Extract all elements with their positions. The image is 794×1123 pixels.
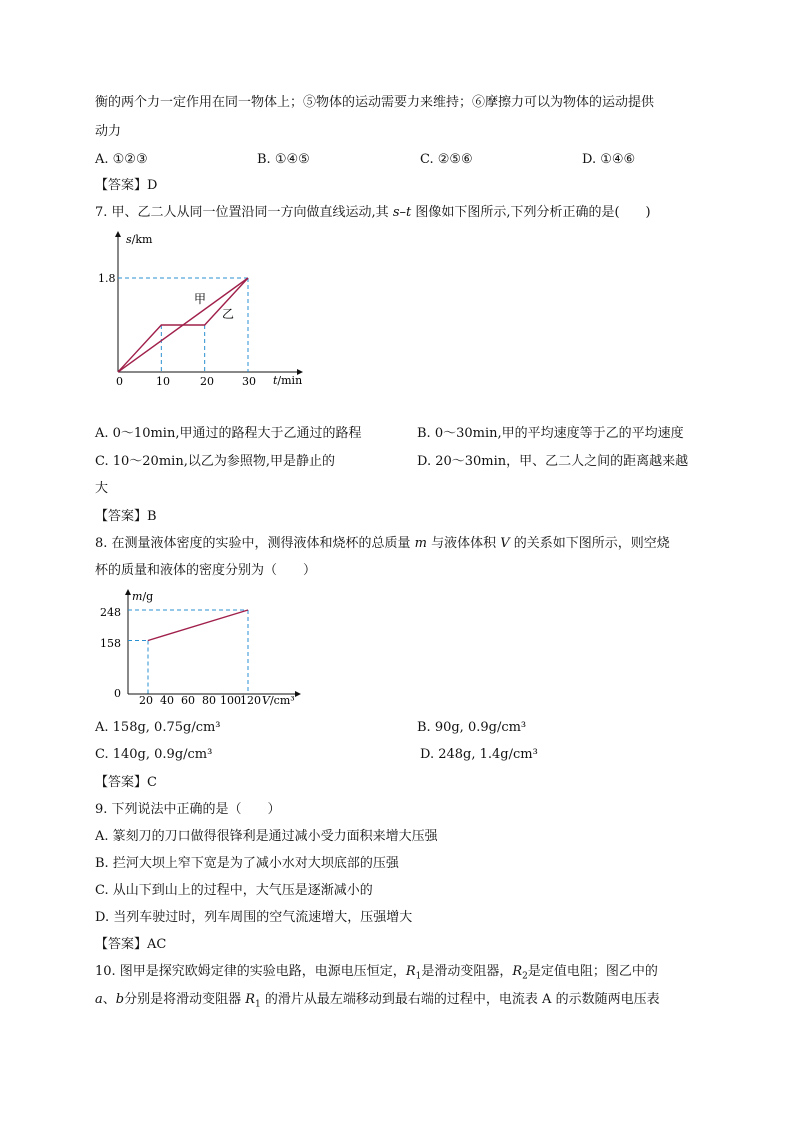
q7-series-yi bbox=[118, 278, 248, 372]
q8-x-axis-label: V/cm³ bbox=[262, 694, 295, 707]
q7-y-axis-label: s/km bbox=[126, 233, 153, 246]
q7-st-chart bbox=[90, 228, 320, 388]
q6-option-c: C. ②⑤⑥ bbox=[420, 152, 473, 167]
q10-text-b: 是滑动变阻器， bbox=[421, 964, 513, 979]
q7-x-tick-0: 0 bbox=[116, 375, 123, 388]
q8-y-tick-0: 0 bbox=[114, 687, 121, 700]
q7-x-tick-10: 10 bbox=[156, 375, 170, 388]
q8-y-tick-248: 248 bbox=[100, 606, 121, 619]
q6-answer: 【答案】D bbox=[95, 178, 158, 193]
q9-stem: 9. 下列说法中正确的是（ ） bbox=[95, 802, 281, 817]
q7-answer: 【答案】B bbox=[95, 509, 157, 524]
q10-r2-sub: 2 bbox=[522, 971, 528, 982]
q10-r1-again: R bbox=[245, 992, 256, 1007]
q7-option-a: A. 0～10min,甲通过的路程大于乙通过的路程 bbox=[95, 426, 362, 441]
q6-text-line-1: 衡的两个力一定作用在同一物体上；⑤物体的运动需要力来维持；⑥摩擦力可以为物体的运动提供 bbox=[95, 95, 655, 110]
q8-y-axis-label: m/g bbox=[132, 590, 154, 603]
q9-option-a: A. 篆刻刀的刀口做得很锋利是通过减小受力面积来增大压强 bbox=[95, 829, 438, 844]
q10-text-d: 分别是将滑动变阻器 bbox=[124, 992, 246, 1007]
q10-r1-sub: 1 bbox=[415, 971, 422, 982]
q8-series-line bbox=[148, 610, 248, 640]
q8-stem-part-c: 的关系如下图所示，则空烧 bbox=[509, 536, 670, 551]
q6-text-line-2: 动力 bbox=[95, 124, 122, 139]
q9-option-b: B. 拦河大坝上窄下宽是为了减小水对大坝底部的压强 bbox=[95, 856, 399, 871]
q10-text-c: 是定值电阻；图乙中的 bbox=[527, 964, 658, 979]
q8-x-tick-60: 60 bbox=[181, 694, 195, 707]
q10-r1-again-sub: 1 bbox=[255, 999, 261, 1010]
q8-answer: 【答案】C bbox=[95, 775, 157, 790]
q8-stem-part-b: 与液体体积 bbox=[427, 536, 501, 551]
q7-option-d: D. 20～30min，甲、乙二人之间的距离越来越 bbox=[417, 454, 689, 469]
q8-option-d: D. 248g, 1.4g/cm³ bbox=[420, 747, 538, 762]
q7-stem-part-a: 7. 甲、乙二人从同一位置沿同一方向做直线运动,其 bbox=[95, 205, 393, 220]
q8-stem-part-a: 8. 在测量液体密度的实验中，测得液体和烧杯的总质量 bbox=[95, 536, 415, 551]
q10-stem-line-2 bbox=[95, 990, 660, 1015]
q10-r1: R bbox=[405, 964, 416, 979]
q8-var-v: V bbox=[500, 536, 510, 551]
q7-option-c: C. 10～20min,以乙为参照物,甲是静止的 bbox=[95, 454, 335, 469]
q10-sep: 、 bbox=[102, 992, 116, 1007]
q7-legend-jia: 甲 bbox=[194, 292, 207, 306]
q8-x-tick-40: 40 bbox=[160, 694, 174, 707]
q10-r2: R bbox=[512, 964, 523, 979]
q9-option-d: D. 当列车驶过时，列车周围的空气流速增大，压强增大 bbox=[95, 910, 413, 925]
q8-y-tick-158: 158 bbox=[100, 637, 121, 650]
q10-text-a: 10. 图甲是探究欧姆定律的实验电路，电源电压恒定， bbox=[95, 964, 406, 979]
q7-y-tick-1-8: 1.8 bbox=[98, 272, 116, 285]
q8-x-tick-100: 100 bbox=[220, 694, 241, 707]
q7-stem-part-b: 图像如下图所示,下列分析正确的是( ) bbox=[411, 205, 651, 220]
q8-x-tick-120: 120 bbox=[240, 694, 261, 707]
q6-option-b: B. ①④⑤ bbox=[257, 152, 310, 167]
q8-x-tick-20: 20 bbox=[139, 694, 153, 707]
q10-text-e: 的滑片从最左端移动到最右端的过程中，电流表 A 的示数随两电压表 bbox=[260, 992, 660, 1007]
q7-option-d-wrap: 大 bbox=[95, 481, 109, 496]
q9-answer: 【答案】AC bbox=[95, 937, 167, 952]
q10-var-b: b bbox=[115, 992, 125, 1007]
q6-option-a: A. ①②③ bbox=[95, 152, 148, 167]
q7-stem-variable: s–t bbox=[392, 205, 412, 220]
q8-var-m: m bbox=[414, 536, 427, 551]
q7-x-tick-30: 30 bbox=[242, 375, 256, 388]
q9-option-c: C. 从山下到山上的过程中，大气压是逐渐减小的 bbox=[95, 883, 373, 898]
q8-option-c: C. 140g, 0.9g/cm³ bbox=[95, 747, 213, 762]
q7-stem bbox=[95, 203, 651, 223]
q8-stem-line-1 bbox=[95, 534, 670, 554]
q7-option-b: B. 0～30min,甲的平均速度等于乙的平均速度 bbox=[417, 426, 684, 441]
q6-option-d: D. ①④⑥ bbox=[582, 152, 636, 167]
q7-legend-yi: 乙 bbox=[222, 307, 235, 321]
q8-option-a: A. 158g, 0.75g/cm³ bbox=[95, 720, 221, 735]
q7-x-axis-label: t/min bbox=[273, 374, 303, 387]
q7-x-tick-20: 20 bbox=[200, 375, 214, 388]
q8-stem-line-2: 杯的质量和液体的密度分别为（ ） bbox=[95, 563, 317, 578]
q8-x-tick-80: 80 bbox=[202, 694, 216, 707]
q10-stem-line-1 bbox=[95, 962, 658, 987]
q8-mv-chart bbox=[90, 588, 320, 710]
q10-var-a: a bbox=[95, 992, 103, 1007]
q8-option-b: B. 90g, 0.9g/cm³ bbox=[417, 720, 527, 735]
